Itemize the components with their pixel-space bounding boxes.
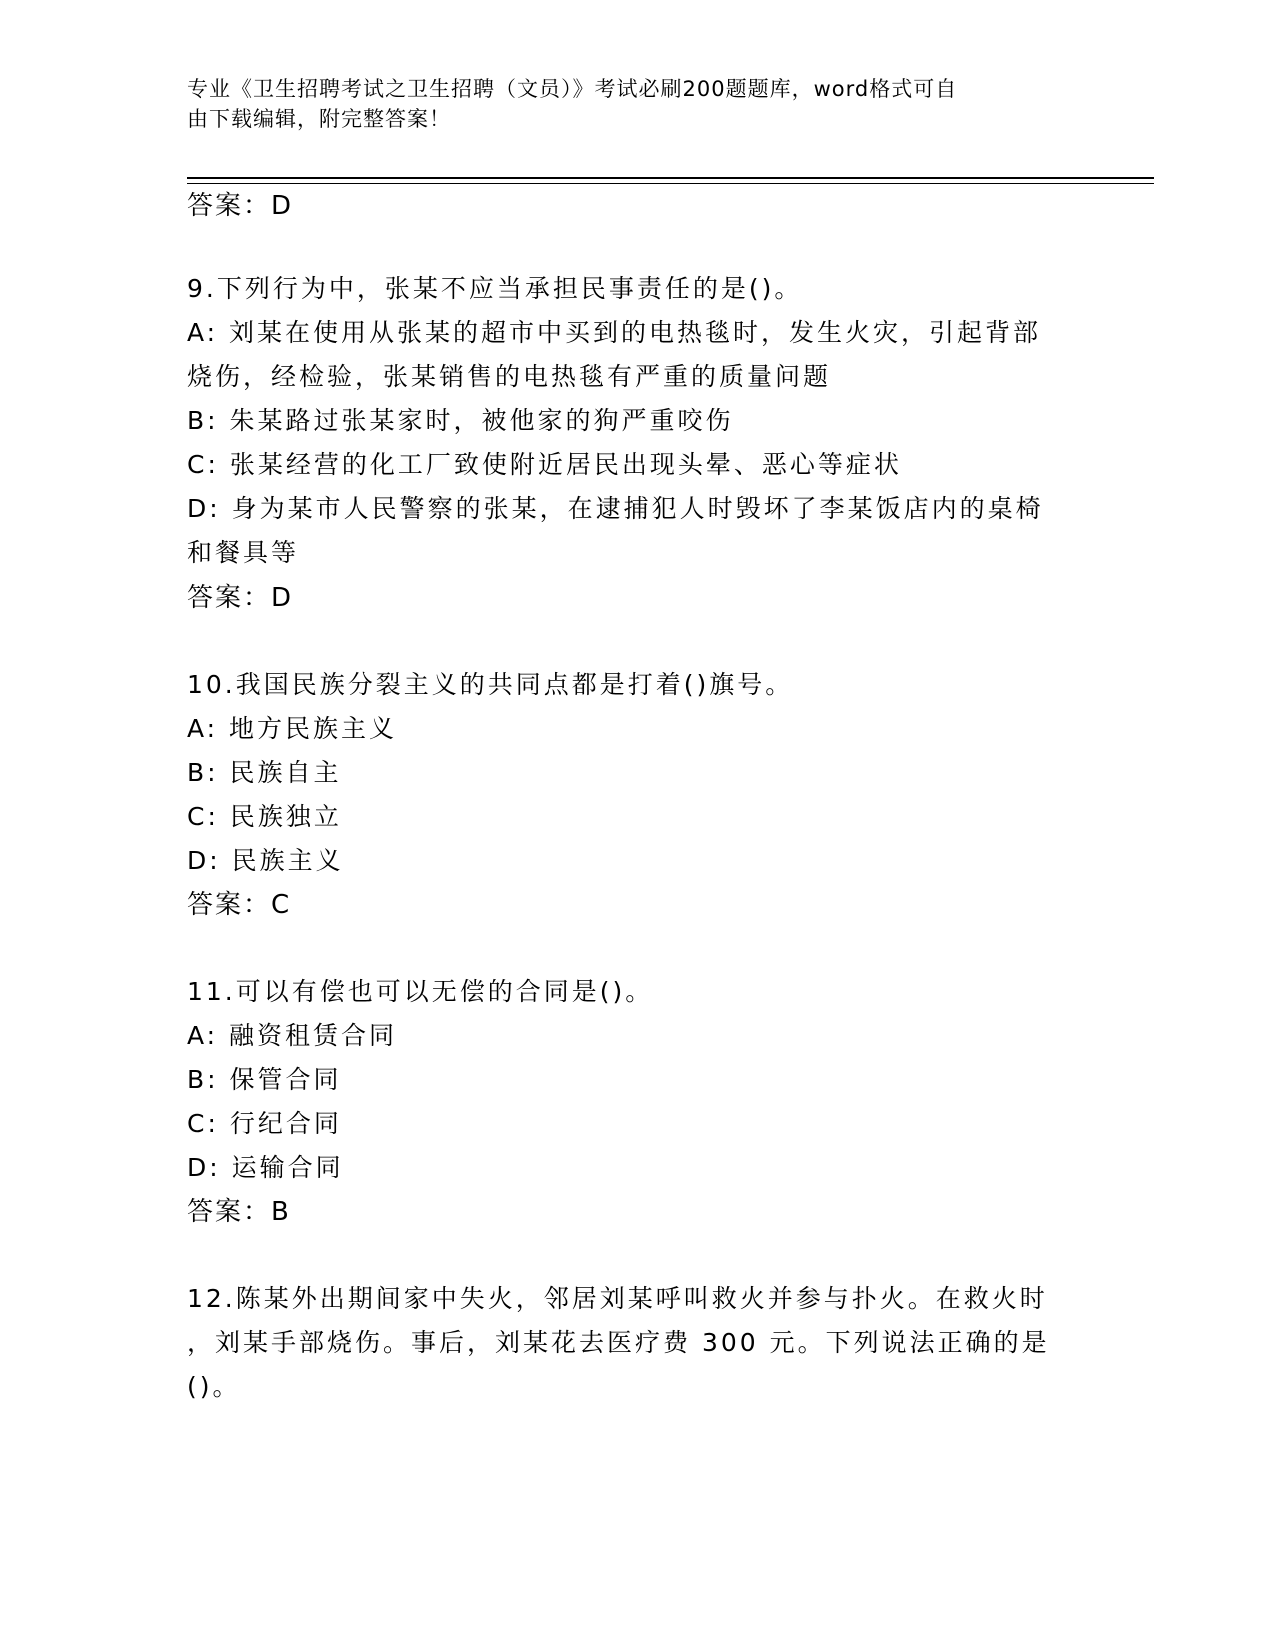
question-10-option-a: A: 地方民族主义 xyxy=(187,714,398,743)
question-11-option-b: B: 保管合同 xyxy=(187,1065,342,1094)
header-rule-thick xyxy=(187,177,1154,179)
question-11-answer: 答案：B xyxy=(187,1197,291,1227)
question-10-option-b: B: 民族自主 xyxy=(187,758,342,787)
question-9-option-d: D: 身为某市人民警察的张某，在逮捕犯人时毁坏了李某饭店内的桌椅 xyxy=(187,494,1044,523)
prev-answer: 答案：D xyxy=(187,191,294,221)
question-9-option-b: B: 朱某路过张某家时，被他家的狗严重咬伤 xyxy=(187,406,734,435)
question-9-option-c: C: 张某经营的化工厂致使附近居民出现头晕、恶心等症状 xyxy=(187,450,902,479)
header-rule-thin xyxy=(187,183,1154,184)
question-9-stem: 9.下列行为中，张某不应当承担民事责任的是()。 xyxy=(187,274,803,303)
question-10-option-d: D: 民族主义 xyxy=(187,846,344,875)
question-11-option-c: C: 行纪合同 xyxy=(187,1109,342,1138)
question-10-stem: 10.我国民族分裂主义的共同点都是打着()旗号。 xyxy=(187,670,794,699)
question-12-stem-line-2: ，刘某手部烧伤。事后，刘某花去医疗费 300 元。下列说法正确的是 xyxy=(187,1328,1050,1357)
question-9-option-a: A: 刘某在使用从张某的超市中买到的电热毯时，发生火灾，引起背部 xyxy=(187,318,1042,347)
question-10-option-c: C: 民族独立 xyxy=(187,802,342,831)
question-11-option-a: A: 融资租赁合同 xyxy=(187,1021,398,1050)
question-10-answer: 答案：C xyxy=(187,890,292,920)
header-line-1: 专业《卫生招聘考试之卫生招聘（文员）》考试必刷200题题库，word格式可自 xyxy=(187,77,958,101)
question-11-option-d: D: 运输合同 xyxy=(187,1153,344,1182)
question-9-option-a-cont: 烧伤，经检验，张某销售的电热毯有严重的质量问题 xyxy=(187,362,832,391)
question-9-option-d-cont: 和餐具等 xyxy=(187,538,300,567)
question-11-stem: 11.可以有偿也可以无偿的合同是()。 xyxy=(187,977,654,1006)
question-9-answer: 答案：D xyxy=(187,583,294,613)
question-12-stem-line-1: 12.陈某外出期间家中失火，邻居刘某呼叫救火并参与扑火。在救火时 xyxy=(187,1284,1048,1313)
question-12-stem-line-3: ()。 xyxy=(187,1372,241,1401)
header-line-2: 由下载编辑，附完整答案！ xyxy=(187,107,451,131)
document-header xyxy=(187,74,1067,134)
